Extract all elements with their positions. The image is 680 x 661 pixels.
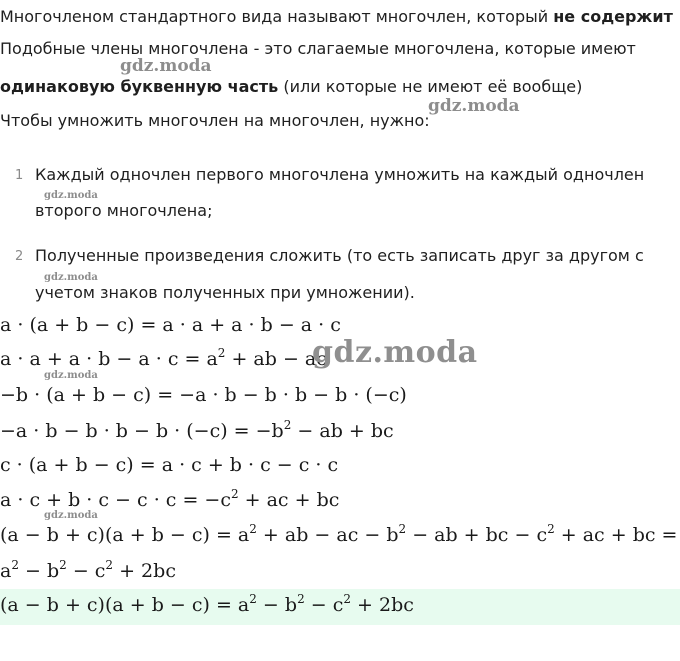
step-text-line2: учетом знаков полученных при умножении). (35, 283, 415, 302)
equation-7: $(a - b + c)(a + b - c) = a^2$ + ab − ac − $b^2$ − ab + bc − $c^2$ + ac + bc = (0, 521, 678, 546)
equation-5: c · (a + b − c) = a · c + b · c − c · c (0, 454, 339, 476)
step-text-line1: Полученные произведения сложить (то есть записать друг за другом с (35, 246, 644, 265)
equation-8: $a^2 - b^2 - c^2 + 2bc$ (0, 557, 176, 582)
step-number: 2 (15, 249, 24, 264)
step-number: 1 (15, 168, 24, 183)
step-text-line1: Каждый одночлен первого многочлена умножить на каждый одночлен (35, 165, 645, 184)
watermark: gdz.moda (120, 56, 212, 76)
equation-1: a · (a + b − c) = a · a + a · b − a · c (0, 314, 341, 336)
watermark: gdz.moda (44, 190, 98, 201)
multiply-intro: Чтобы умножить многочлен на многочлен, нужно: (0, 111, 430, 130)
definition-standard-form (0, 6, 673, 28)
definition-bold: не содержит (553, 7, 673, 26)
watermark: gdz.moda (44, 272, 98, 283)
watermark: gdz.moda (44, 370, 98, 381)
watermark-large: gdz.moda (312, 335, 478, 370)
equation-6: $a \cdot c + b \cdot c - c \cdot c = -c^2$ + ac + bc (0, 486, 340, 511)
watermark: gdz.moda (428, 96, 520, 116)
equation-result: $(a - b + c)(a + b - c) = a^2 - b^2 - c^2 + 2bc$ (0, 591, 414, 616)
definition-text: Многочленом стандартного вида называют многочлен, который (0, 7, 554, 26)
similar-terms-rest: (или которые не имеют её вообще) (278, 77, 583, 96)
watermark: gdz.moda (44, 510, 98, 521)
equation-2: $a \cdot a + a \cdot b - a \cdot c = a^2$ + ab − ac (0, 345, 327, 370)
similar-terms-line2 (0, 76, 582, 98)
equation-3: −b · (a + b − c) = −a · b − b · b − b · (−c) (0, 384, 407, 406)
equation-4: $-a \cdot b - b \cdot b - b \cdot (-c) = -b^2$ − ab + bc (0, 417, 394, 442)
step-text-line2: второго многочлена; (35, 201, 213, 220)
similar-terms-bold: одинаковую буквенную часть (0, 77, 279, 96)
similar-terms-line1: Подобные члены многочлена - это слагаемые многочлена, которые имеют (0, 39, 636, 58)
